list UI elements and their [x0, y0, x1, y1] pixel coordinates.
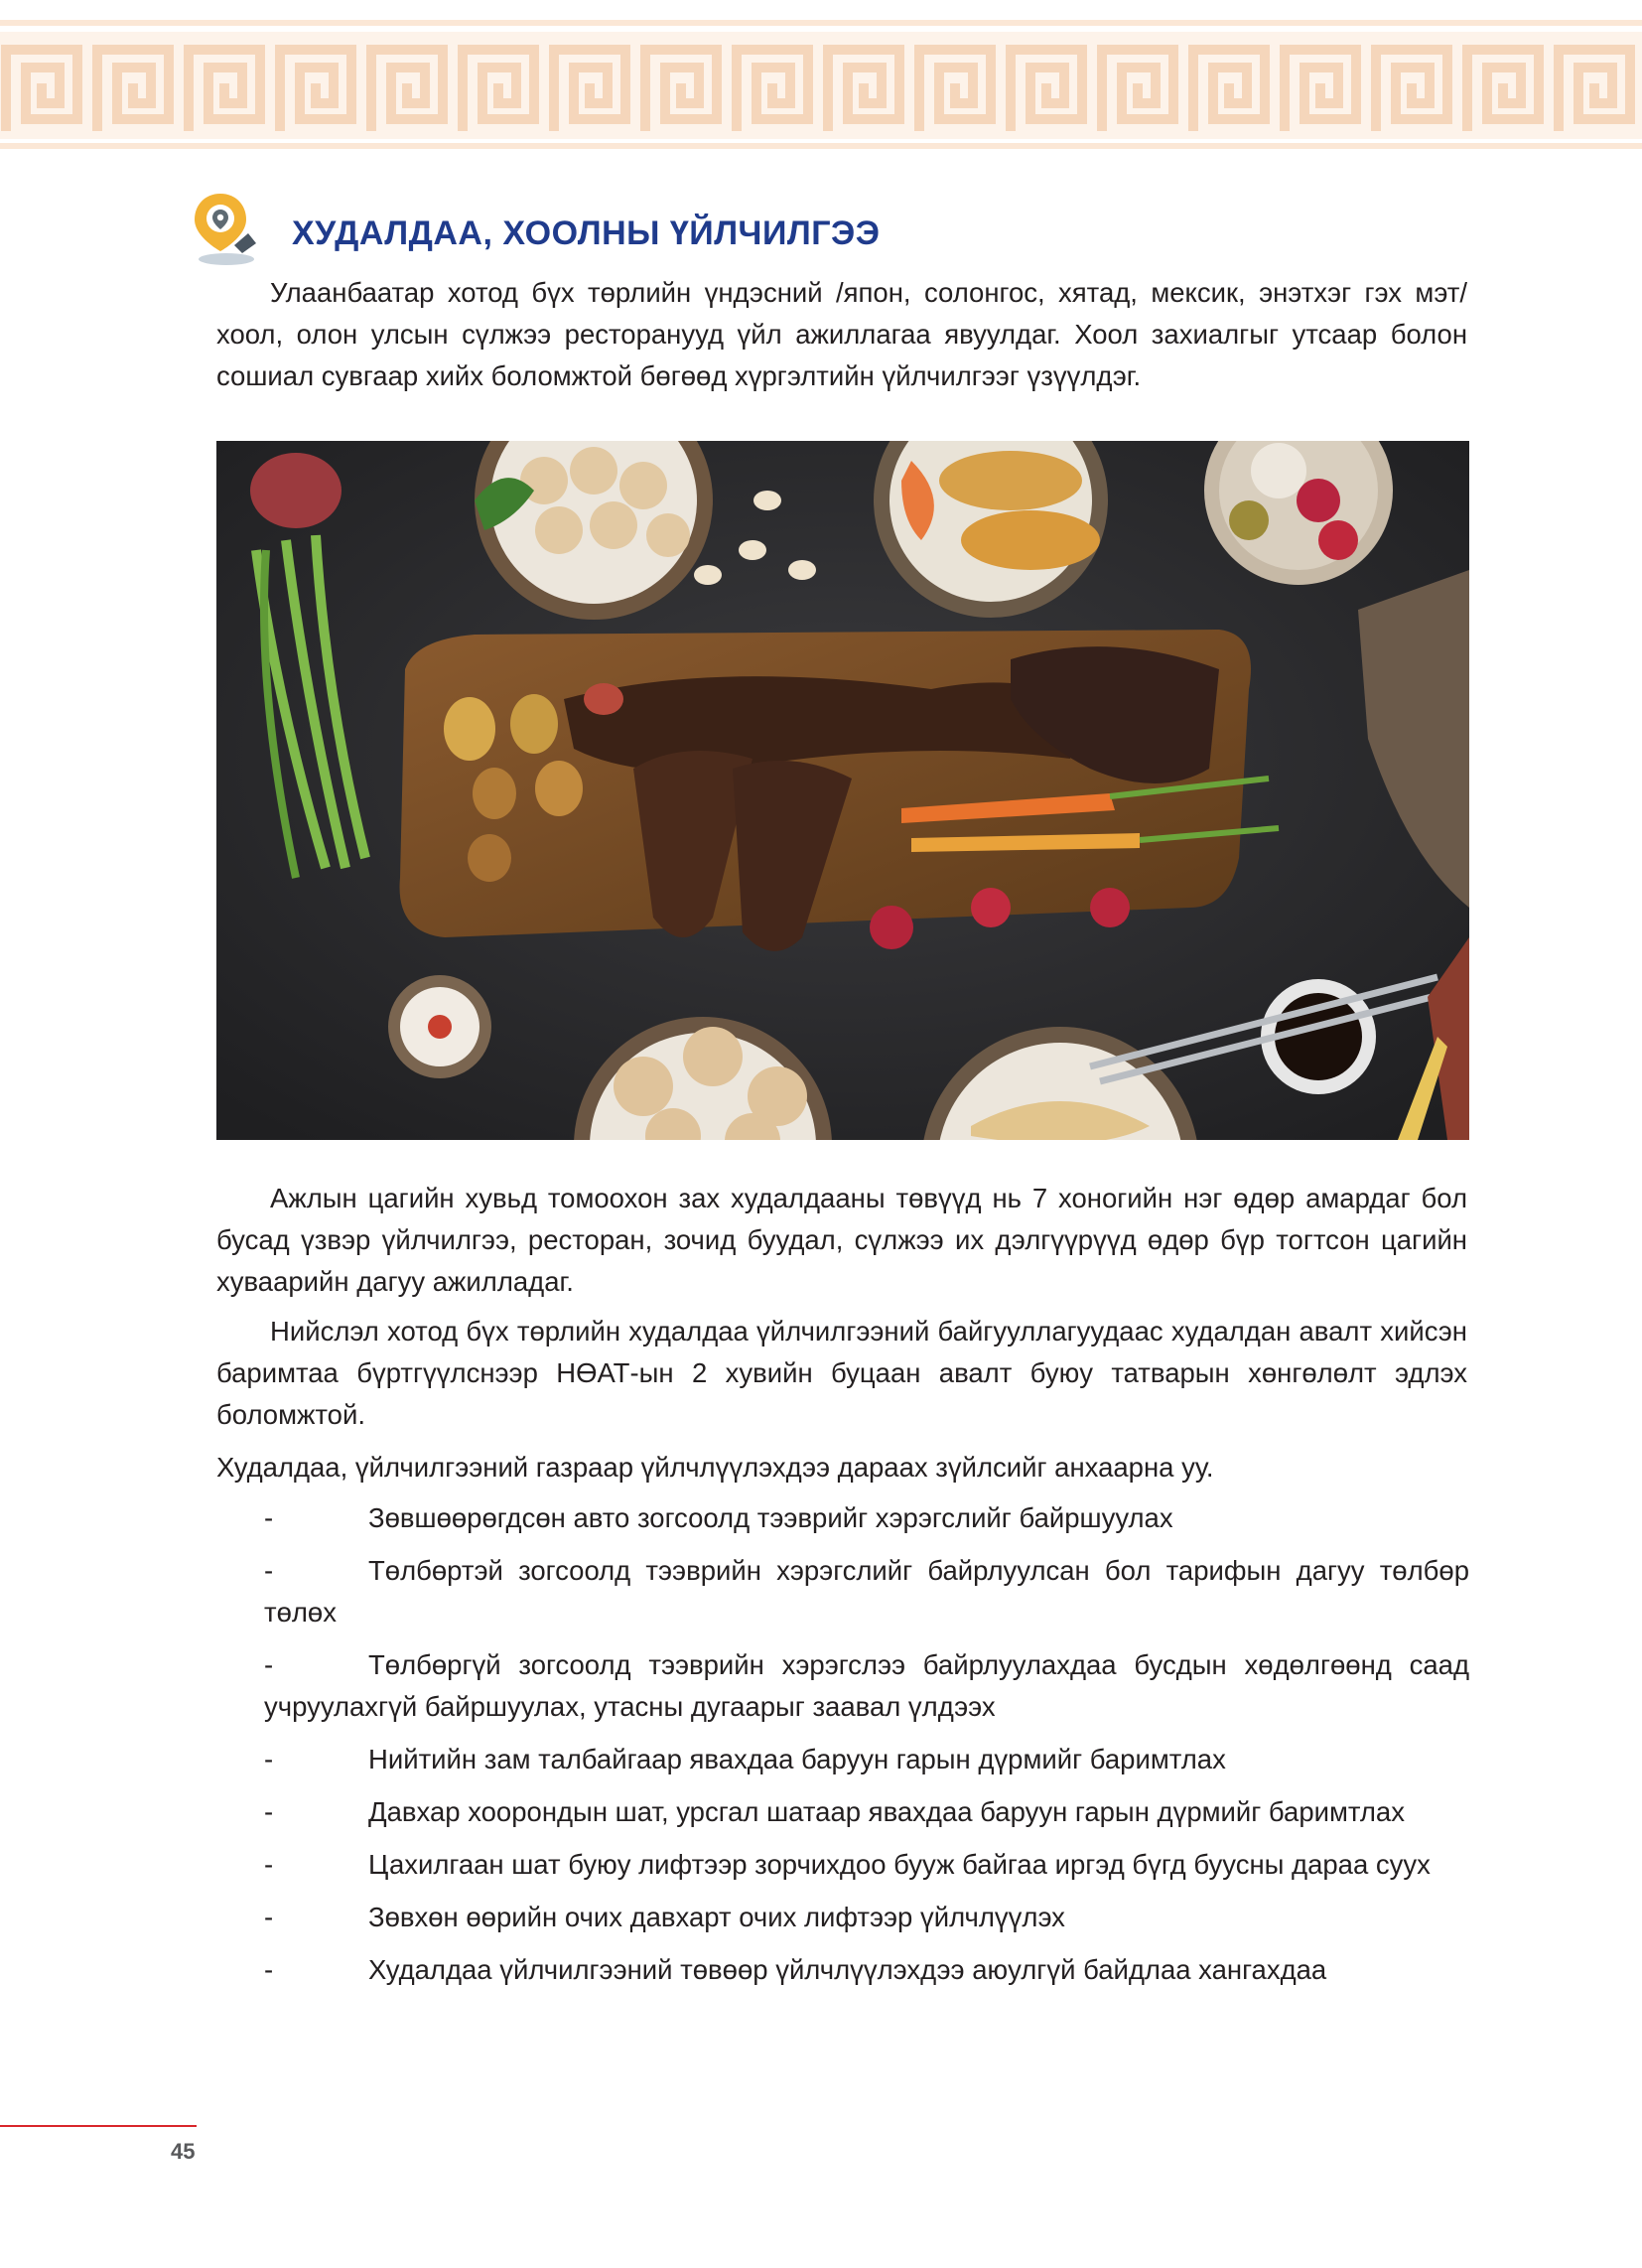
list-item: - Цахилгаан шат буюу лифтээр зорчихдоо бууж байгаа иргэд бүгд буусны дараа суух — [216, 1844, 1469, 1886]
decorative-header-band — [0, 20, 1642, 149]
advice-list — [216, 1497, 1469, 2002]
list-dash: - — [264, 1555, 274, 1586]
list-item: - Зөвхөн өөрийн очих давхарт очих лифтээр үйлчлүүлэх — [216, 1897, 1469, 1938]
list-dash: - — [264, 1849, 274, 1880]
list-item: - Төлбөргүй зогсоолд тээврийн хэрэгслээ байрлуулахдаа бусдын хөдөлгөөнд саад учруулахгүй байршуулах, утасны дугаарыг заавал үлдээх — [216, 1644, 1469, 1728]
list-dash: - — [264, 1649, 274, 1680]
page-number: 45 — [171, 2139, 196, 2164]
list-dash: - — [264, 1744, 274, 1774]
list-item: - Төлбөртэй зогсоолд тээврийн хэрэгслийг байрлуулсан бол тарифын дагуу төлбөр төлөх — [216, 1550, 1469, 1633]
list-item: - Худалдаа үйлчилгээний төвөөр үйлчлүүлэхдээ аюулгүй байдлаа хангахдаа — [216, 1949, 1469, 1991]
section-title: ХУДАЛДАА, ХООЛНЫ ҮЙЛЧИЛГЭЭ — [292, 213, 881, 252]
advice-intro-paragraph: Худалдаа, үйлчилгээний газраар үйлчлүүлэхдээ дараах зүйлсийг анхаарна уу. — [216, 1452, 1214, 1483]
vat-refund-paragraph: Нийслэл хотод бүх төрлийн худалдаа үйлчилгээний байгууллагуудаас худалдан авалт хийсэн баримтаа бүртгүүлснээр НӨАТ-ын 2 хувийн буцаан авалт буюу татварын хөнгөлөлт эдлэх боломжтой. — [216, 1316, 1467, 1430]
list-dash: - — [264, 1796, 274, 1827]
list-dash: - — [264, 1502, 274, 1533]
list-dash: - — [264, 1954, 274, 1985]
list-dash: - — [264, 1902, 274, 1932]
intro-paragraph: Улаанбаатар хотод бүх төрлийн үндэсний /япон, солонгос, хятад, мексик, энэтхэг гэх мэт/ хоол, олон улсын сүлжээ ресторанууд үйл ажиллагаа явуулдаг. Хоол захиалгыг утсаар болон сошиал сувгаар хийх боломжтой бөгөөд хүргэлтийн үйлчилгээг үзүүлдэг. — [216, 277, 1467, 391]
list-item: - Нийтийн зам талбайгаар явахдаа баруун гарын дүрмийг баримтлах — [216, 1739, 1469, 1780]
working-hours-paragraph: Ажлын цагийн хувьд томоохон зах худалдааны төвүүд нь 7 хоногийн нэг өдөр амардаг бол бусад үзвэр үйлчилгээ, ресторан, зочид буудал, сүлжээ их дэлгүүрүүд өдөр бүр тогтсон цагийн хуваарийн дагуу ажилладаг. — [216, 1183, 1467, 1297]
location-pin-icon — [191, 190, 258, 267]
food-table-photo — [216, 441, 1469, 1140]
list-item: - Зөвшөөрөгдсөн авто зогсоолд тээврийг хэрэгслийг байршуулах — [216, 1497, 1469, 1539]
list-item: - Давхар хоорондын шат, урсгал шатаар явахдаа баруун гарын дүрмийг баримтлах — [216, 1791, 1469, 1833]
footer-rule — [0, 2125, 197, 2127]
section-heading — [191, 189, 1481, 268]
